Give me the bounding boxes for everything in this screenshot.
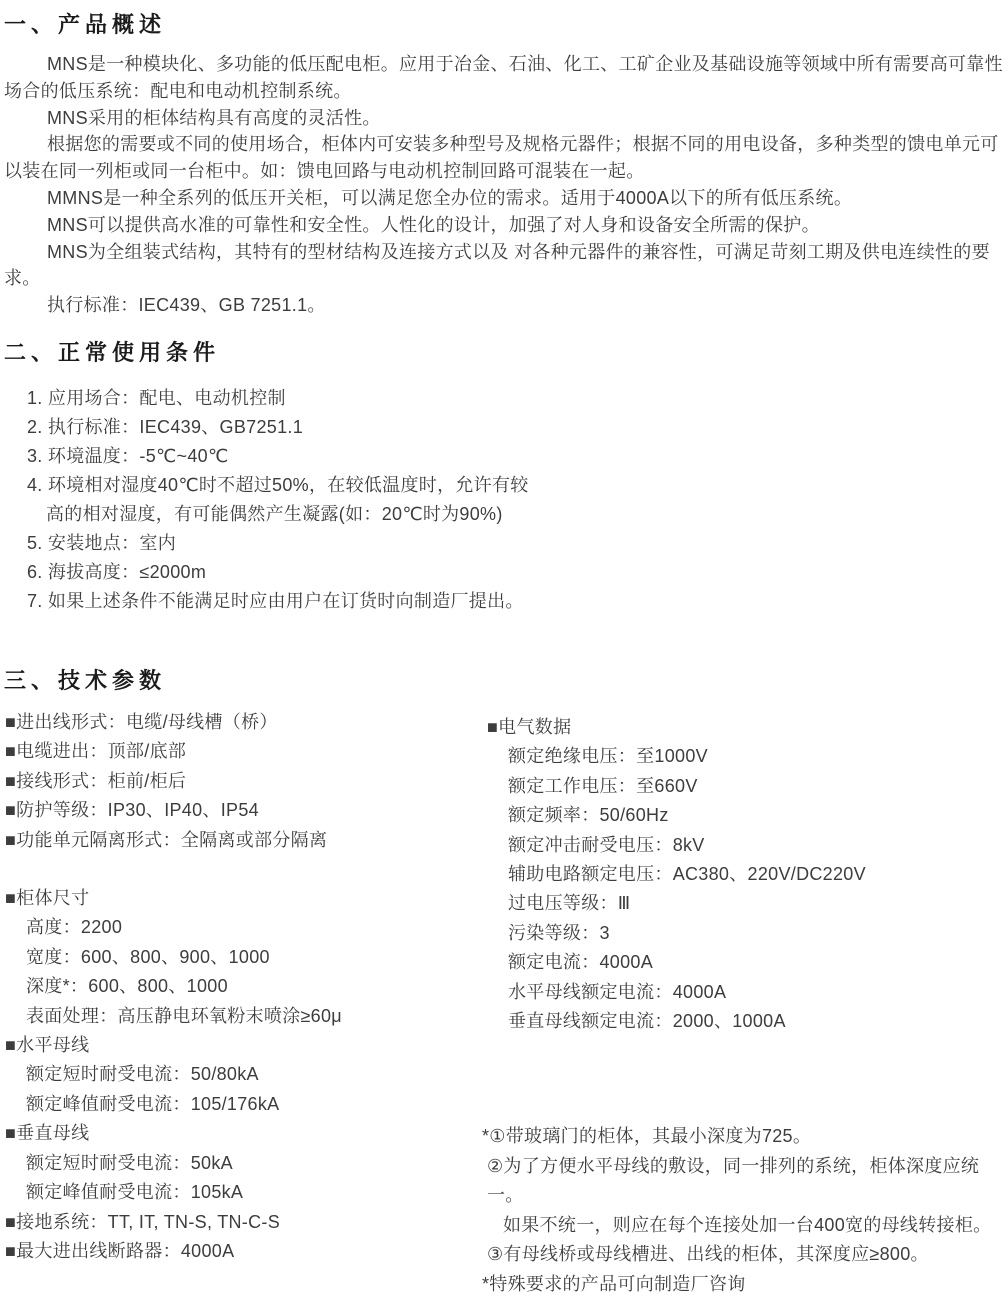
spec-item-working-voltage: 额定工作电压：至660V bbox=[508, 775, 698, 796]
overview-paragraph: 根据您的需要或不同的使用场合，柜体内可安装多种型号及规格元器件；根据不同的用电设备，多种类型的馈电单元可以装在同一列柜或同一台柜中。如：馈电回路与电动机控制回路可混装在一起。 bbox=[4, 134, 999, 182]
spec-item-v-peak-current: 额定峰值耐受电流：105kA bbox=[26, 1182, 244, 1203]
overview-paragraph: MNS可以提供高水准的可靠性和安全性。人性化的设计，加强了对人身和设备安全所需的保护。 bbox=[47, 214, 820, 235]
spec-item-wiring-form: ■接线形式：柜前/柜后 bbox=[5, 770, 187, 791]
spec-item-surface-treatment: 表面处理：高压静电环氧粉末喷涂≥60μ bbox=[26, 1005, 342, 1026]
condition-item: 1. 应用场合：配电、电动机控制 bbox=[27, 388, 286, 408]
spec-item-cable-entry: ■电缆进出：顶部/底部 bbox=[5, 741, 187, 762]
footnote-uniform-depth-continuation: 如果不统一，则应在每个连接处加一台400宽的母线转接柜。 bbox=[503, 1214, 992, 1235]
footnote-special-requirements: *特殊要求的产品可向制造厂咨询 bbox=[482, 1273, 746, 1294]
footnote-busbar-bridge-depth: ③有母线桥或母线槽进、出线的柜体，其深度应≥800。 bbox=[487, 1244, 929, 1265]
spec-group-horizontal-busbar: ■水平母线 bbox=[5, 1035, 90, 1056]
condition-item-continuation: 高的相对湿度，有可能偶然产生凝露(如：20℃时为90%) bbox=[46, 504, 503, 524]
condition-item: 5. 安装地点：室内 bbox=[27, 533, 177, 553]
spec-item-unit-isolation: ■功能单元隔离形式：全隔离或部分隔离 bbox=[5, 829, 328, 850]
condition-item: 3. 环境温度：-5℃~40℃ bbox=[27, 446, 229, 466]
overview-paragraph: MNS是一种模块化、多功能的低压配电柜。应用于冶金、石油、化工、工矿企业及基础设施等领域中所有需要高可靠性场合的低压系统：配电和电动机控制系统。 bbox=[4, 54, 1003, 101]
spec-item-rated-frequency: 额定频率：50/60Hz bbox=[508, 805, 669, 826]
footnote-glass-door-depth: *①带玻璃门的柜体，其最小深度为725。 bbox=[482, 1126, 812, 1146]
spec-item-h-peak-current: 额定峰值耐受电流：105/176kA bbox=[26, 1093, 280, 1114]
spec-item-v-busbar-rated-current: 垂直母线额定电流：2000、1000A bbox=[508, 1011, 786, 1032]
spec-item-overvoltage-category: 过电压等级：Ⅲ bbox=[508, 893, 631, 914]
spec-item-max-breaker: ■最大进出线断路器：4000A bbox=[5, 1240, 235, 1261]
spec-item-h-short-time-current: 额定短时耐受电流：50/80kA bbox=[26, 1064, 259, 1085]
spec-column-left bbox=[5, 708, 477, 1266]
spec-group-electrical-data: ■电气数据 bbox=[487, 717, 572, 737]
spec-item-pollution-degree: 污染等级：3 bbox=[508, 922, 610, 943]
overview-paragraph: MNS采用的柜体结构具有高度的灵活性。 bbox=[47, 107, 381, 128]
spec-item-protection-degree: ■防护等级：IP30、IP40、IP54 bbox=[5, 800, 259, 821]
spec-item-inlet-outlet-form: ■进出线形式：电缆/母线槽（桥） bbox=[5, 712, 278, 732]
spec-item-insulation-voltage: 额定绝缘电压：至1000V bbox=[508, 746, 708, 767]
technical-parameters-heading: 三、技术参数 bbox=[4, 668, 167, 693]
spec-item-width: 宽度：600、800、900、1000 bbox=[26, 946, 270, 967]
overview-paragraph: MMNS是一种全系列的低压开关柜，可以满足您全办位的需求。适用于4000A以下的所有低压系统。 bbox=[47, 187, 853, 208]
operating-conditions-heading: 二、正常使用条件 bbox=[4, 340, 221, 365]
footnote-uniform-depth: ②为了方便水平母线的敷设，同一排列的系统，柜体深度应统一。 bbox=[487, 1155, 980, 1206]
spec-group-cabinet-dimensions: ■柜体尺寸 bbox=[5, 888, 90, 909]
section-product-overview bbox=[4, 8, 1006, 319]
condition-item: 7. 如果上述条件不能满足时应由用户在订货时向制造厂提出。 bbox=[27, 591, 524, 611]
spec-column-right bbox=[487, 713, 1008, 1036]
spec-item-height: 高度：2200 bbox=[26, 917, 123, 938]
footnotes bbox=[482, 1122, 1008, 1300]
standards-line: 执行标准：IEC439、GB 7251.1。 bbox=[47, 295, 326, 316]
product-overview-heading: 一、产品概述 bbox=[4, 12, 167, 37]
section-technical-parameters bbox=[0, 664, 1008, 1299]
overview-paragraph: MNS为全组装式结构，其特有的型材结构及连接方式以及 对各种元器件的兼容性，可满足苛刻工期及供电连续性的要求。 bbox=[4, 241, 990, 289]
spec-item-auxiliary-circuit-voltage: 辅助电路额定电压：AC380、220V/DC220V bbox=[508, 864, 866, 885]
spec-item-v-short-time-current: 额定短时耐受电流：50kA bbox=[26, 1152, 233, 1173]
spec-item-depth: 深度*：600、800、1000 bbox=[26, 976, 228, 997]
condition-item: 4. 环境相对湿度40℃时不超过50%，在较低温度时，允许有较 bbox=[27, 475, 529, 495]
spec-group-vertical-busbar: ■垂直母线 bbox=[5, 1123, 90, 1144]
condition-item: 2. 执行标准：IEC439、GB7251.1 bbox=[27, 417, 304, 437]
spec-item-grounding-system: ■接地系统：TT, IT, TN-S, TN-C-S bbox=[5, 1211, 281, 1232]
section-operating-conditions bbox=[4, 336, 1006, 616]
condition-item: 6. 海拔高度：≤2000m bbox=[27, 562, 207, 582]
spec-item-rated-current: 额定电流：4000A bbox=[508, 952, 654, 973]
spec-item-impulse-withstand-voltage: 额定冲击耐受电压：8kV bbox=[508, 834, 705, 855]
spec-item-h-busbar-rated-current: 水平母线额定电流：4000A bbox=[508, 981, 727, 1002]
